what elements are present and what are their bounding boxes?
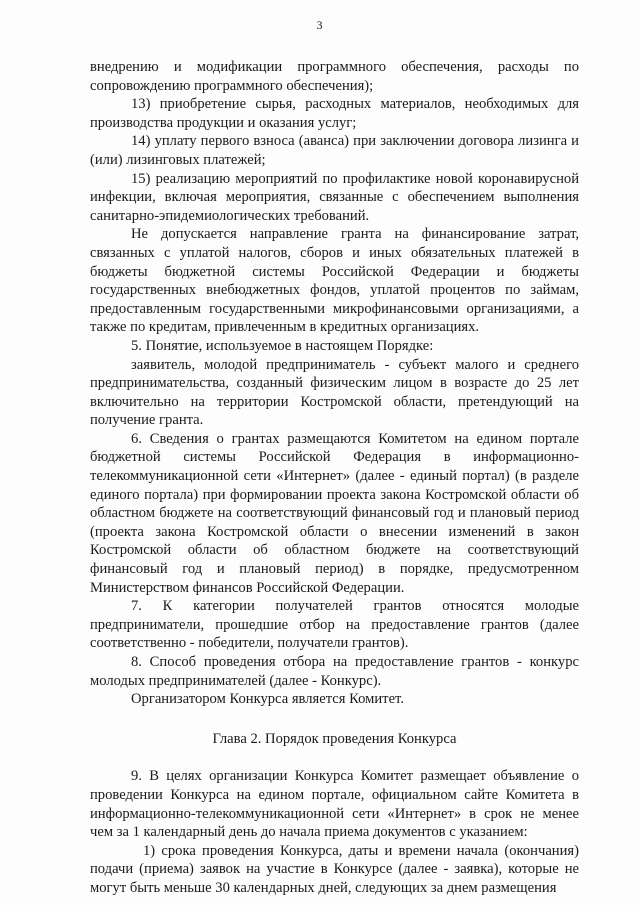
list-item: 14) уплату первого взноса (аванса) при заключении договора лизинга и (или) лизинговых платежей; (90, 133, 579, 168)
list-item: 1) срока проведения Конкурса, даты и времени начала (окончания) подачи (приема) заявок на участие в Конкурсе (далее - заявка), которые не могут быть меньше 30 календарных дней, следующих за днем размещения (90, 842, 579, 896)
paragraph: 5. Понятие, используемое в настоящем Порядке: (131, 337, 434, 354)
document-body (90, 58, 579, 898)
paragraph: внедрению и модификации программного обеспечения, расходы по сопровождению программного обеспечения); (90, 59, 579, 94)
paragraph: 7. К категории получателей грантов относятся молодые предприниматели, прошедшие отбор на предоставление грантов (далее соответственно - победители, получатели грантов). (90, 598, 579, 652)
paragraph: 8. Способ проведения отбора на предоставление грантов - конкурс молодых предпринимателей (далее - Конкурс). (90, 654, 579, 689)
paragraph: Организатором Конкурса является Комитет. (131, 691, 404, 708)
paragraph: 6. Сведения о грантах размещаются Комитетом на едином портале бюджетной системы Российской Федерация в информационно-телекоммуникационной сети «Интернет» (далее - единый портал) (в разделе единого портала) при формировании проекта закона Костромской области об областном бюджете на соответствующий финансовый год и плановый период (проекта закона Костромской области о внесении изменений в закон Костромской области об областном бюджете на соответствующий финансовый год и плановый период) в порядке, предусмотренном Министерством финансов Российской Федерации. (90, 430, 579, 596)
page-number: 3 (316, 18, 323, 32)
paragraph: Не допускается направление гранта на финансирование затрат, связанных с уплатой налогов, сборов и иных обязательных платежей в бюджеты бюджетной системы Российской Федерации и бюджеты государственных внебюджетных фондов, уплатой процентов по займам, предоставленным государственными микрофинансовыми организациями, а также по кредитам, привлеченным в кредитных организациях. (90, 226, 579, 336)
list-item: 13) приобретение сырья, расходных материалов, необходимых для производства продукции и оказания услуг; (90, 96, 579, 131)
list-item: 15) реализацию мероприятий по профилактике новой коронавирусной инфекции, включая мероприятия, связанные с обеспечением выполнения санитарно-эпидемиологических требований. (90, 170, 579, 224)
chapter-heading: Глава 2. Порядок проведения Конкурса (212, 730, 457, 747)
paragraph: 9. В целях организации Конкурса Комитет размещает объявление о проведении Конкурса на едином портале, официальном сайте Комитета в информационно-телекоммуникационной сети «Интернет» в срок не менее чем за 1 календарный день до начала приема документов с указанием: (90, 768, 579, 841)
paragraph: заявитель, молодой предприниматель - субъект малого и среднего предпринимательства, созданный физическим лицом в возрасте до 25 лет включительно на территории Костромской области, претендующий на получение гранта. (90, 356, 579, 429)
